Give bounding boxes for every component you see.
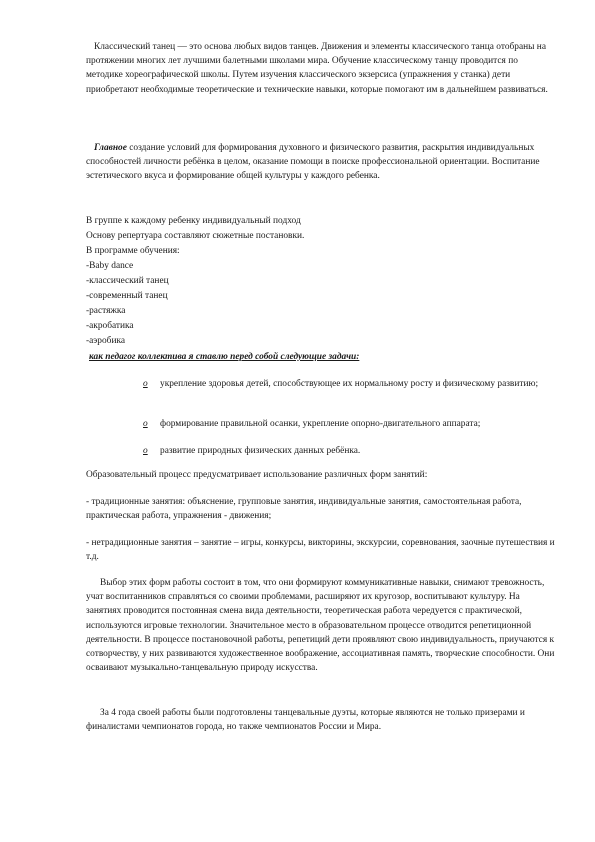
task-text: развитие природных физических данных ребёнка. [160,446,361,456]
choice-text: Выбор этих форм работы состоит в том, что они формируют коммуникативные навыки, снимают тревожность, учат воспитанников справляться со своими проблемами, расширяют их кругозор, воспитывают культуру. На занятиях проводится постоянная смена вида деятельности, теоретическая работа чередуется с практической, используются игровые технологии. Значительное место в образовательном процессе отводится репетиционной деятельности. В процессе постановочной работы, репетиций дети проявляют свою индивидуальность, приучаются к сотворчеству, у них развиваются художественное воображение, ассоциативная память, творческие способности. Они осваивают музыкально-танцевальную природу искусства. [86,578,555,674]
repertoire-line: Основу репертуара составляют сюжетные постановки. [86,231,305,241]
main-goal-paragraph [86,141,556,184]
choice-paragraph [86,576,556,675]
task-text: укрепление здоровья детей, способствующее их нормальному росту и физическому развитию; [160,379,539,389]
program-item: -аэробика [86,336,126,346]
bullet-marker: o [143,379,148,389]
program-item: -современный танец [86,291,168,301]
results-paragraph [86,706,556,734]
program-item: -акробатика [86,321,134,331]
bullet-marker: o [143,446,148,456]
bullet-marker: o [143,419,148,429]
results-text: За 4 года своей работы были подготовлены танцевальные дуэты, которые являются не только призерами и финалистами чемпионатов города, но также чемпионатов России и Мира. [86,708,525,733]
task-item [143,444,543,458]
process-line: Образовательный процесс предусматривает использование различных форм занятий: [86,470,428,480]
approach-line: В группе к каждому ребенку индивидуальный подход [86,216,301,226]
program-title: В программе обучения: [86,246,180,256]
main-goal-lead: Главное [94,143,127,153]
intro-text: Классический танец — это основа любых видов танцев. Движения и элементы классического танца отобраны на протяжении многих лет лучшими балетными школами мира. Обучение классическому танцу проводится по методике хореографической школы. Путем изучения классического экзерсиса (упражнения у станка) дети приобретают необходимые теоретические и технические навыки, которые помогают им в дальнейшем развиваться. [86,42,548,95]
main-goal-text: создание условий для формирования духовного и физического развития, раскрытия индивидуальных способностей личности ребёнка в целом, оказание помощи в поиске профессиональной ориентации. Воспитание эстетического вкуса и формирование общей культуры у каждого ребенка. [86,143,540,182]
traditional-forms: - традиционные занятия: объяснение, групповые занятия, индивидуальные занятия, самостоятельная работа, практическая работа, упражнения - движения; [86,497,522,522]
program-item: -классический танец [86,276,169,286]
tasks-heading: как педагог коллектива я ставлю перед собой следующие задачи: [89,352,360,362]
task-text: формирование правильной осанки, укрепление опорно-двигательного аппарата; [160,419,481,429]
task-item [143,377,543,391]
task-item [143,417,543,431]
intro-paragraph [86,40,556,97]
nontraditional-forms: - нетрадиционные занятия – занятие – игры, конкурсы, викторины, экскурсии, соревнования, заочные путешествия и т.д. [86,538,555,563]
program-item: -Baby dance [86,261,134,271]
program-item: -растяжка [86,306,126,316]
